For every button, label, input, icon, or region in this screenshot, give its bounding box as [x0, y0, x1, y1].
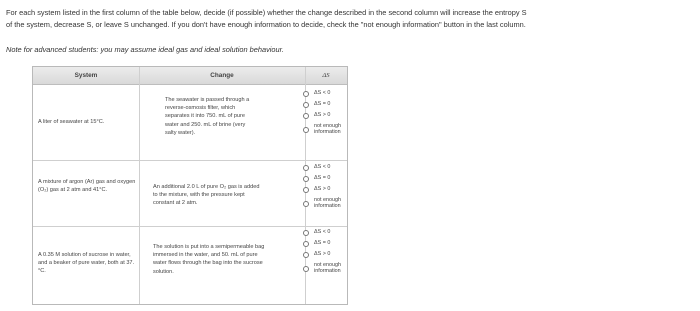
radio-button[interactable] — [303, 266, 309, 272]
radio-button[interactable] — [303, 165, 309, 171]
table-header — [33, 67, 347, 85]
row-1-option-negative[interactable]: ΔS < 0 — [303, 88, 349, 99]
header-system: System — [74, 72, 98, 79]
entropy-table — [32, 66, 348, 305]
radio-button[interactable] — [303, 241, 309, 247]
column-divider — [139, 67, 140, 304]
row-2-system: A mixture of argon (Ar) gas and oxygen (O₂) gas at 2 atm and 41°C. — [38, 179, 136, 194]
row-2-change: An additional 2.0 L of pure O₂ gas is added to the mixture, with the pressure kept constant at 2 atm. — [153, 184, 260, 207]
radio-button[interactable] — [303, 252, 309, 258]
radio-button[interactable] — [303, 230, 309, 236]
row-3-system: A 0.35 M solution of sucrose in water, and a beaker of pure water, both at 37.°C. — [38, 252, 135, 275]
header-delta-s: ΔS — [322, 72, 330, 79]
row-divider — [33, 160, 347, 161]
header-change: Change — [210, 72, 234, 79]
row-divider — [33, 226, 347, 227]
row-2-option-negative[interactable]: ΔS < 0 — [303, 162, 349, 173]
row-1-option-not-enough-info[interactable]: not enough information — [303, 121, 349, 139]
instructions-line-2: of the system, decrease S, or leave S unchanged. If you don't have enough information to decide, check the "not enough information" button in the last column. — [6, 20, 526, 29]
row-1-option-zero[interactable]: ΔS = 0 — [303, 99, 349, 110]
radio-button[interactable] — [303, 91, 309, 97]
instructions-line-1: For each system listed in the first column of the table below, decide (if possible) whether the change described in the second column will increase the entropy S — [6, 8, 527, 17]
row-3-option-not-enough-info[interactable]: not enough information — [303, 260, 349, 278]
row-3-change: The solution is put into a semipermeable bag immersed in the water, and 50. mL of pure water flows through the bag into the sucrose solution. — [153, 244, 265, 275]
row-3-options — [303, 227, 349, 278]
radio-button[interactable] — [303, 201, 309, 207]
radio-button[interactable] — [303, 127, 309, 133]
row-2-option-positive[interactable]: ΔS > 0 — [303, 184, 349, 195]
row-2-options — [303, 162, 349, 213]
row-1-change: The seawater is passed through a reverse-osmosis filter, which separates it into 750. mL of pure water and 250. mL of brine (very salty water). — [165, 97, 250, 136]
row-2-option-not-enough-info[interactable]: not enough information — [303, 195, 349, 213]
radio-button[interactable] — [303, 187, 309, 193]
radio-button[interactable] — [303, 102, 309, 108]
row-3-option-negative[interactable]: ΔS < 0 — [303, 227, 349, 238]
row-1-options — [303, 88, 349, 139]
instructions-text — [6, 7, 696, 30]
advanced-note: Note for advanced students: you may assume ideal gas and ideal solution behaviour. — [6, 45, 284, 54]
row-2-option-zero[interactable]: ΔS = 0 — [303, 173, 349, 184]
row-1-option-positive[interactable]: ΔS > 0 — [303, 110, 349, 121]
radio-button[interactable] — [303, 113, 309, 119]
radio-button[interactable] — [303, 176, 309, 182]
row-3-option-zero[interactable]: ΔS = 0 — [303, 238, 349, 249]
row-1-system: A liter of seawater at 15°C. — [38, 119, 105, 125]
row-3-option-positive[interactable]: ΔS > 0 — [303, 249, 349, 260]
